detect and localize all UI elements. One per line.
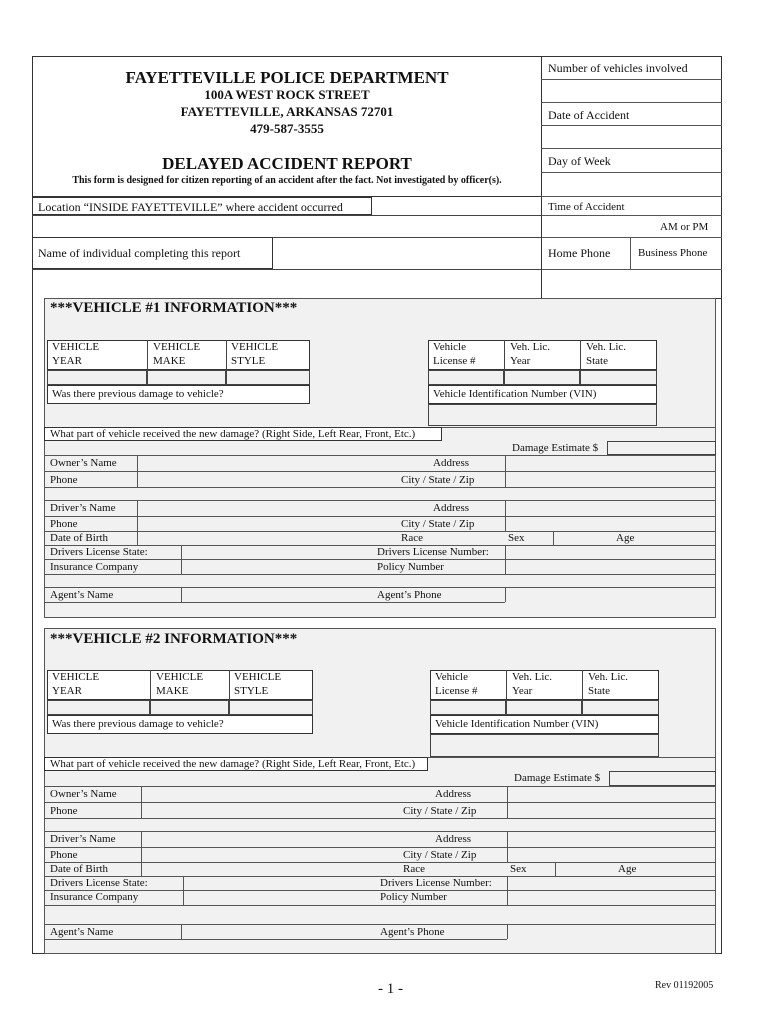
v1-insurance-label: Insurance Company: [50, 561, 139, 573]
v1-prev-damage-field[interactable]: [47, 404, 310, 426]
day-of-week-field[interactable]: [541, 172, 722, 196]
v2-age-field[interactable]: [642, 862, 716, 876]
v1-driver-city-label: City / State / Zip: [401, 518, 475, 530]
v2-prev-damage-label: Was there previous damage to vehicle?: [52, 718, 224, 730]
v1-dl-number-field[interactable]: [505, 545, 716, 559]
v1-driver-phone-field[interactable]: [137, 516, 397, 531]
v1-address-label: Address: [433, 457, 470, 469]
v2-policy-field[interactable]: [507, 890, 716, 905]
vehicles-involved-field[interactable]: [541, 79, 722, 102]
v2-owner-name-label: Owner’s Name: [50, 788, 117, 800]
v1-style-field[interactable]: [226, 370, 310, 385]
v1-licyear-label-1: Veh. Lic.: [510, 341, 551, 353]
page-number: - 1 -: [378, 981, 403, 997]
v1-make-label-2: MAKE: [153, 355, 186, 367]
v2-address-label: Address: [435, 788, 472, 800]
completer-field[interactable]: [273, 237, 541, 269]
home-phone-field[interactable]: [541, 269, 630, 299]
v2-age-label: Age: [618, 863, 637, 875]
v1-driver-name-field[interactable]: [137, 500, 427, 516]
v1-dl-state-field[interactable]: [181, 545, 373, 559]
v2-vin-label: Vehicle Identification Number (VIN): [435, 718, 599, 730]
v2-licstate-field[interactable]: [582, 700, 659, 715]
v1-licstate-field[interactable]: [580, 370, 657, 385]
v2-dl-number-label: Drivers License Number:: [380, 877, 492, 889]
v2-agent-name-label: Agent’s Name: [50, 926, 114, 938]
v2-licstate-label-2: State: [588, 685, 610, 697]
v1-style-label-2: STYLE: [231, 355, 266, 367]
v1-phone-label: Phone: [50, 474, 78, 486]
dept-phone: 479-587-3555: [250, 121, 324, 136]
am-pm-label: AM or PM: [660, 221, 709, 233]
v1-driver-address-field[interactable]: [505, 500, 716, 516]
v2-race-label: Race: [403, 863, 425, 875]
v2-make-label-1: VEHICLE: [156, 671, 204, 683]
v2-city-label: City / State / Zip: [403, 805, 477, 817]
v2-agent-phone-label: Agent’s Phone: [380, 926, 445, 938]
v1-policy-field[interactable]: [505, 559, 716, 574]
time-of-accident-label: Time of Accident: [548, 201, 625, 213]
v1-damage-estimate-label: Damage Estimate $: [512, 442, 599, 454]
v1-vin-label: Vehicle Identification Number (VIN): [433, 388, 597, 400]
v1-city-field[interactable]: [505, 471, 716, 487]
v1-dob-label: Date of Birth: [50, 532, 109, 544]
v2-year-label-1: VEHICLE: [52, 671, 100, 683]
v2-agent-name-field[interactable]: [181, 924, 375, 939]
v2-dl-state-label: Drivers License State:: [50, 877, 148, 889]
v2-lic-label-2: License #: [435, 685, 478, 697]
v2-insurance-label: Insurance Company: [50, 891, 139, 903]
v2-year-field[interactable]: [47, 700, 150, 715]
v2-driver-phone-label: Phone: [50, 849, 78, 861]
v1-licstate-label-2: State: [586, 355, 608, 367]
v1-sex-field[interactable]: [553, 531, 611, 545]
v2-make-field[interactable]: [150, 700, 229, 715]
vehicle1-title: ***VEHICLE #1 INFORMATION***: [50, 300, 298, 316]
v1-prev-damage-label: Was there previous damage to vehicle?: [52, 388, 224, 400]
v1-race-field[interactable]: [433, 531, 505, 545]
v2-license-field[interactable]: [430, 700, 506, 715]
v1-new-damage-label: What part of vehicle received the new damage? (Right Side, Left Rear, Front, Etc.): [50, 428, 416, 440]
v2-dl-number-field[interactable]: [507, 876, 716, 890]
v2-new-damage-label: What part of vehicle received the new damage? (Right Side, Left Rear, Front, Etc.): [50, 758, 416, 770]
v2-phone-field[interactable]: [141, 802, 399, 818]
v1-driver-city-field[interactable]: [505, 516, 716, 531]
revision-code: Rev 01192005: [655, 980, 714, 991]
v1-dl-number-label: Drivers License Number:: [377, 546, 489, 558]
day-of-week-label: Day of Week: [548, 154, 611, 168]
vehicles-involved-label: Number of vehicles involved: [548, 61, 688, 75]
v1-licstate-label-1: Veh. Lic.: [586, 341, 627, 353]
v2-agent-phone-field[interactable]: [507, 924, 716, 939]
v2-sex-field[interactable]: [555, 862, 613, 876]
dept-name: FAYETTEVILLE POLICE DEPARTMENT: [125, 68, 449, 87]
business-phone-field[interactable]: [630, 269, 722, 299]
v1-damage-estimate-field[interactable]: [607, 441, 716, 455]
v1-agent-phone-label: Agent’s Phone: [377, 589, 442, 601]
v1-sex-label: Sex: [508, 532, 525, 544]
v1-new-damage-field[interactable]: [44, 441, 508, 455]
v2-new-damage-field[interactable]: [44, 771, 510, 786]
v2-driver-phone-field[interactable]: [141, 847, 399, 862]
business-phone-label: Business Phone: [638, 247, 708, 259]
report-note: This form is designed for citizen reporting of an accident after the fact. Not investigated by officer(s).: [72, 175, 502, 186]
v2-dl-state-field[interactable]: [183, 876, 375, 890]
v1-year-field[interactable]: [47, 370, 147, 385]
v1-make-label-1: VEHICLE: [153, 341, 201, 353]
v2-city-field[interactable]: [507, 802, 716, 818]
v1-city-label: City / State / Zip: [401, 474, 475, 486]
location-label: Location “INSIDE FAYETTEVILLE” where accident occurred: [38, 200, 343, 214]
v2-vin-field[interactable]: [430, 734, 659, 757]
v1-driver-name-label: Driver’s Name: [50, 502, 116, 514]
v2-insurance-field[interactable]: [183, 890, 375, 905]
v2-damage-estimate-field[interactable]: [609, 771, 716, 786]
v2-damage-estimate-label: Damage Estimate $: [514, 772, 601, 784]
v2-race-field[interactable]: [435, 862, 507, 876]
v2-licstate-label-1: Veh. Lic.: [588, 671, 629, 683]
v1-owner-name-field[interactable]: [137, 455, 427, 471]
v2-licyear-label-2: Year: [512, 685, 533, 697]
v1-vin-field[interactable]: [428, 404, 657, 426]
v2-licyear-label-1: Veh. Lic.: [512, 671, 553, 683]
v2-driver-name-label: Driver’s Name: [50, 833, 116, 845]
v1-insurance-field[interactable]: [181, 559, 373, 574]
v2-style-field[interactable]: [229, 700, 313, 715]
v1-licyear-field[interactable]: [504, 370, 580, 385]
v2-licyear-field[interactable]: [506, 700, 582, 715]
v1-agent-phone-field[interactable]: [505, 587, 716, 602]
v1-age-field[interactable]: [640, 531, 716, 545]
report-title: DELAYED ACCIDENT REPORT: [162, 154, 412, 173]
location-field[interactable]: [32, 215, 542, 237]
v2-driver-city-field[interactable]: [507, 847, 716, 862]
v2-year-label-2: YEAR: [52, 685, 82, 697]
v1-licyear-label-2: Year: [510, 355, 531, 367]
v2-lic-label-1: Vehicle: [435, 671, 468, 683]
v2-owner-name-field[interactable]: [141, 786, 429, 802]
v2-make-label-2: MAKE: [156, 685, 189, 697]
v2-address-field[interactable]: [507, 786, 716, 802]
v2-driver-address-label: Address: [435, 833, 472, 845]
v1-race-label: Race: [401, 532, 423, 544]
v1-lic-label-1: Vehicle: [433, 341, 466, 353]
v1-year-label-1: VEHICLE: [52, 341, 100, 353]
dept-street: 100A WEST ROCK STREET: [204, 87, 370, 102]
v1-agent-name-field[interactable]: [181, 587, 373, 602]
v1-age-label: Age: [616, 532, 635, 544]
date-of-accident-label: Date of Accident: [548, 108, 630, 122]
v1-style-label-1: VEHICLE: [231, 341, 279, 353]
home-phone-label: Home Phone: [548, 246, 611, 260]
v2-dob-field[interactable]: [141, 862, 399, 876]
v1-phone-field[interactable]: [137, 471, 397, 487]
dept-city: FAYETTEVILLE, ARKANSAS 72701: [180, 104, 394, 119]
vehicle2-title: ***VEHICLE #2 INFORMATION***: [50, 631, 298, 647]
v2-phone-label: Phone: [50, 805, 78, 817]
v1-policy-label: Policy Number: [377, 561, 444, 573]
v2-prev-damage-field[interactable]: [47, 734, 313, 757]
v1-dob-field[interactable]: [137, 531, 397, 545]
v1-make-field[interactable]: [147, 370, 226, 385]
v1-lic-label-2: License #: [433, 355, 476, 367]
v1-dl-state-label: Drivers License State:: [50, 546, 148, 558]
v2-driver-city-label: City / State / Zip: [403, 849, 477, 861]
v1-license-field[interactable]: [428, 370, 504, 385]
v2-sex-label: Sex: [510, 863, 527, 875]
v2-style-label-2: STYLE: [234, 685, 269, 697]
v1-address-field[interactable]: [505, 455, 716, 471]
completer-label: Name of individual completing this report: [38, 246, 241, 260]
v2-policy-label: Policy Number: [380, 891, 447, 903]
v2-driver-address-field[interactable]: [507, 831, 716, 847]
v1-year-label-2: YEAR: [52, 355, 82, 367]
v1-owner-name-label: Owner’s Name: [50, 457, 117, 469]
v1-agent-name-label: Agent’s Name: [50, 589, 114, 601]
v2-driver-name-field[interactable]: [141, 831, 429, 847]
v1-driver-address-label: Address: [433, 502, 470, 514]
v1-driver-phone-label: Phone: [50, 518, 78, 530]
date-of-accident-field[interactable]: [541, 125, 722, 148]
v2-dob-label: Date of Birth: [50, 863, 109, 875]
v2-style-label-1: VEHICLE: [234, 671, 282, 683]
